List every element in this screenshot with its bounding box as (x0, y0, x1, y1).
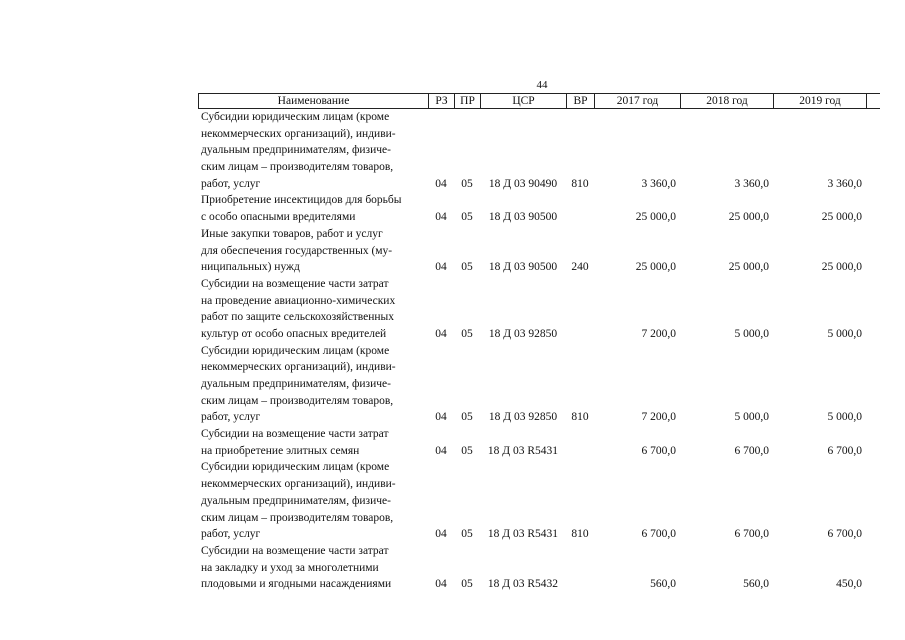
cell-2018: 5 000,0 (734, 327, 769, 340)
cell-name (198, 276, 428, 343)
name-line: Субсидии юридическим лицам (кроме (201, 344, 390, 357)
cell-vr: 810 (571, 411, 589, 424)
name-line: для обеспечения государственных (му- (201, 244, 393, 257)
cell-rz: 04 (435, 444, 447, 457)
name-line: работ, услуг (201, 411, 261, 424)
table-body (198, 109, 880, 593)
cell-2018: 560,0 (743, 578, 769, 591)
cell-name (198, 459, 428, 542)
header-csr: ЦСР (481, 94, 567, 108)
table-header (198, 93, 880, 109)
name-line: некоммерческих организаций), индиви- (201, 361, 396, 374)
name-line: на закладку и уход за многолетними (201, 561, 379, 574)
cell-csr: 18 Д 03 R5431 (487, 444, 559, 457)
cell-2017: 3 360,0 (641, 177, 676, 190)
name-line: Субсидии на возмещение части затрат (201, 428, 389, 441)
name-line: Субсидии на возмещение части затрат (201, 544, 389, 557)
cell-2018: 5 000,0 (734, 411, 769, 424)
cell-csr: 18 Д 03 92850 (488, 327, 558, 340)
cell-2018: 6 700,0 (734, 528, 769, 541)
cell-name (198, 109, 428, 192)
cell-rz: 04 (435, 411, 447, 424)
budget-table (198, 93, 880, 593)
table-row (198, 543, 880, 593)
name-line: работ по защите сельскохозяйственных (201, 311, 394, 324)
cell-pr: 05 (461, 261, 473, 274)
cell-2018: 3 360,0 (734, 177, 769, 190)
cell-csr: 18 Д 03 92850 (488, 411, 558, 424)
cell-vr: 240 (571, 261, 589, 274)
cell-pr: 05 (461, 327, 473, 340)
name-line: Приобретение инсектицидов для борьбы (201, 194, 402, 207)
name-line: дуальным предпринимателям, физиче- (201, 144, 391, 157)
cell-csr: 18 Д 03 90500 (488, 261, 558, 274)
header-2018: 2018 год (681, 94, 774, 108)
cell-2017: 6 700,0 (641, 528, 676, 541)
table-row (198, 426, 880, 459)
header-pr: ПР (455, 94, 481, 108)
cell-2017: 7 200,0 (641, 411, 676, 424)
cell-vr: 810 (571, 177, 589, 190)
cell-2017: 25 000,0 (635, 261, 676, 274)
table-row (198, 192, 880, 225)
header-2019: 2019 год (774, 94, 867, 108)
cell-rz: 04 (435, 211, 447, 224)
name-line: Субсидии на возмещение части затрат (201, 277, 389, 290)
cell-csr: 18 Д 03 90500 (488, 211, 558, 224)
cell-csr: 18 Д 03 R5432 (487, 578, 559, 591)
name-line: культур от особо опасных вредителей (201, 327, 387, 340)
cell-pr: 05 (461, 444, 473, 457)
name-line: работ, услуг (201, 177, 261, 190)
name-line: дуальным предпринимателям, физиче- (201, 494, 391, 507)
name-line: плодовыми и ягодными насаждениями (201, 578, 392, 591)
cell-2017: 7 200,0 (641, 327, 676, 340)
cell-2019: 25 000,0 (821, 261, 862, 274)
name-line: ским лицам – производителям товаров, (201, 161, 394, 174)
cell-pr: 05 (461, 528, 473, 541)
name-line: ниципальных) нужд (201, 261, 300, 274)
cell-2019: 25 000,0 (821, 211, 862, 224)
name-line: Иные закупки товаров, работ и услуг (201, 227, 383, 240)
name-line: работ, услуг (201, 528, 261, 541)
name-line: с особо опасными вредителями (201, 211, 356, 224)
cell-2019: 5 000,0 (827, 411, 862, 424)
cell-pr: 05 (461, 177, 473, 190)
cell-name (198, 426, 428, 459)
cell-rz: 04 (435, 177, 447, 190)
cell-name (198, 226, 428, 276)
table-row (198, 109, 880, 192)
header-2017: 2017 год (595, 94, 681, 108)
cell-pr: 05 (461, 578, 473, 591)
cell-2018: 25 000,0 (728, 261, 769, 274)
cell-2019: 5 000,0 (827, 327, 862, 340)
name-line: ским лицам – производителям товаров, (201, 394, 394, 407)
cell-rz: 04 (435, 261, 447, 274)
table-row (198, 459, 880, 542)
header-name: Наименование (199, 94, 429, 108)
cell-name (198, 192, 428, 225)
cell-2018: 25 000,0 (728, 211, 769, 224)
cell-rz: 04 (435, 327, 447, 340)
cell-vr: 810 (571, 528, 589, 541)
cell-2017: 25 000,0 (635, 211, 676, 224)
cell-csr: 18 Д 03 R5431 (487, 528, 559, 541)
name-line: ским лицам – производителям товаров, (201, 511, 394, 524)
cell-rz: 04 (435, 528, 447, 541)
cell-2019: 6 700,0 (827, 528, 862, 541)
name-line: некоммерческих организаций), индиви- (201, 478, 396, 491)
cell-csr: 18 Д 03 90490 (488, 177, 558, 190)
cell-2019: 3 360,0 (827, 177, 862, 190)
header-rz: РЗ (429, 94, 455, 108)
cell-pr: 05 (461, 211, 473, 224)
cell-name (198, 343, 428, 426)
cell-2018: 6 700,0 (734, 444, 769, 457)
cell-2017: 6 700,0 (641, 444, 676, 457)
name-line: Субсидии юридическим лицам (кроме (201, 111, 390, 123)
name-line: Субсидии юридическим лицам (кроме (201, 461, 390, 474)
name-line: на проведение авиационно-химических (201, 294, 396, 307)
table-row (198, 226, 880, 276)
page-number: 44 (536, 79, 548, 91)
table-row (198, 343, 880, 426)
cell-2019: 6 700,0 (827, 444, 862, 457)
cell-2019: 450,0 (836, 578, 862, 591)
cell-name (198, 543, 428, 593)
table-row (198, 276, 880, 343)
cell-pr: 05 (461, 411, 473, 424)
name-line: дуальным предпринимателям, физиче- (201, 378, 391, 390)
header-vr: ВР (567, 94, 595, 108)
cell-rz: 04 (435, 578, 447, 591)
name-line: некоммерческих организаций), индиви- (201, 127, 396, 140)
name-line: на приобретение элитных семян (201, 444, 360, 457)
cell-2017: 560,0 (650, 578, 676, 591)
